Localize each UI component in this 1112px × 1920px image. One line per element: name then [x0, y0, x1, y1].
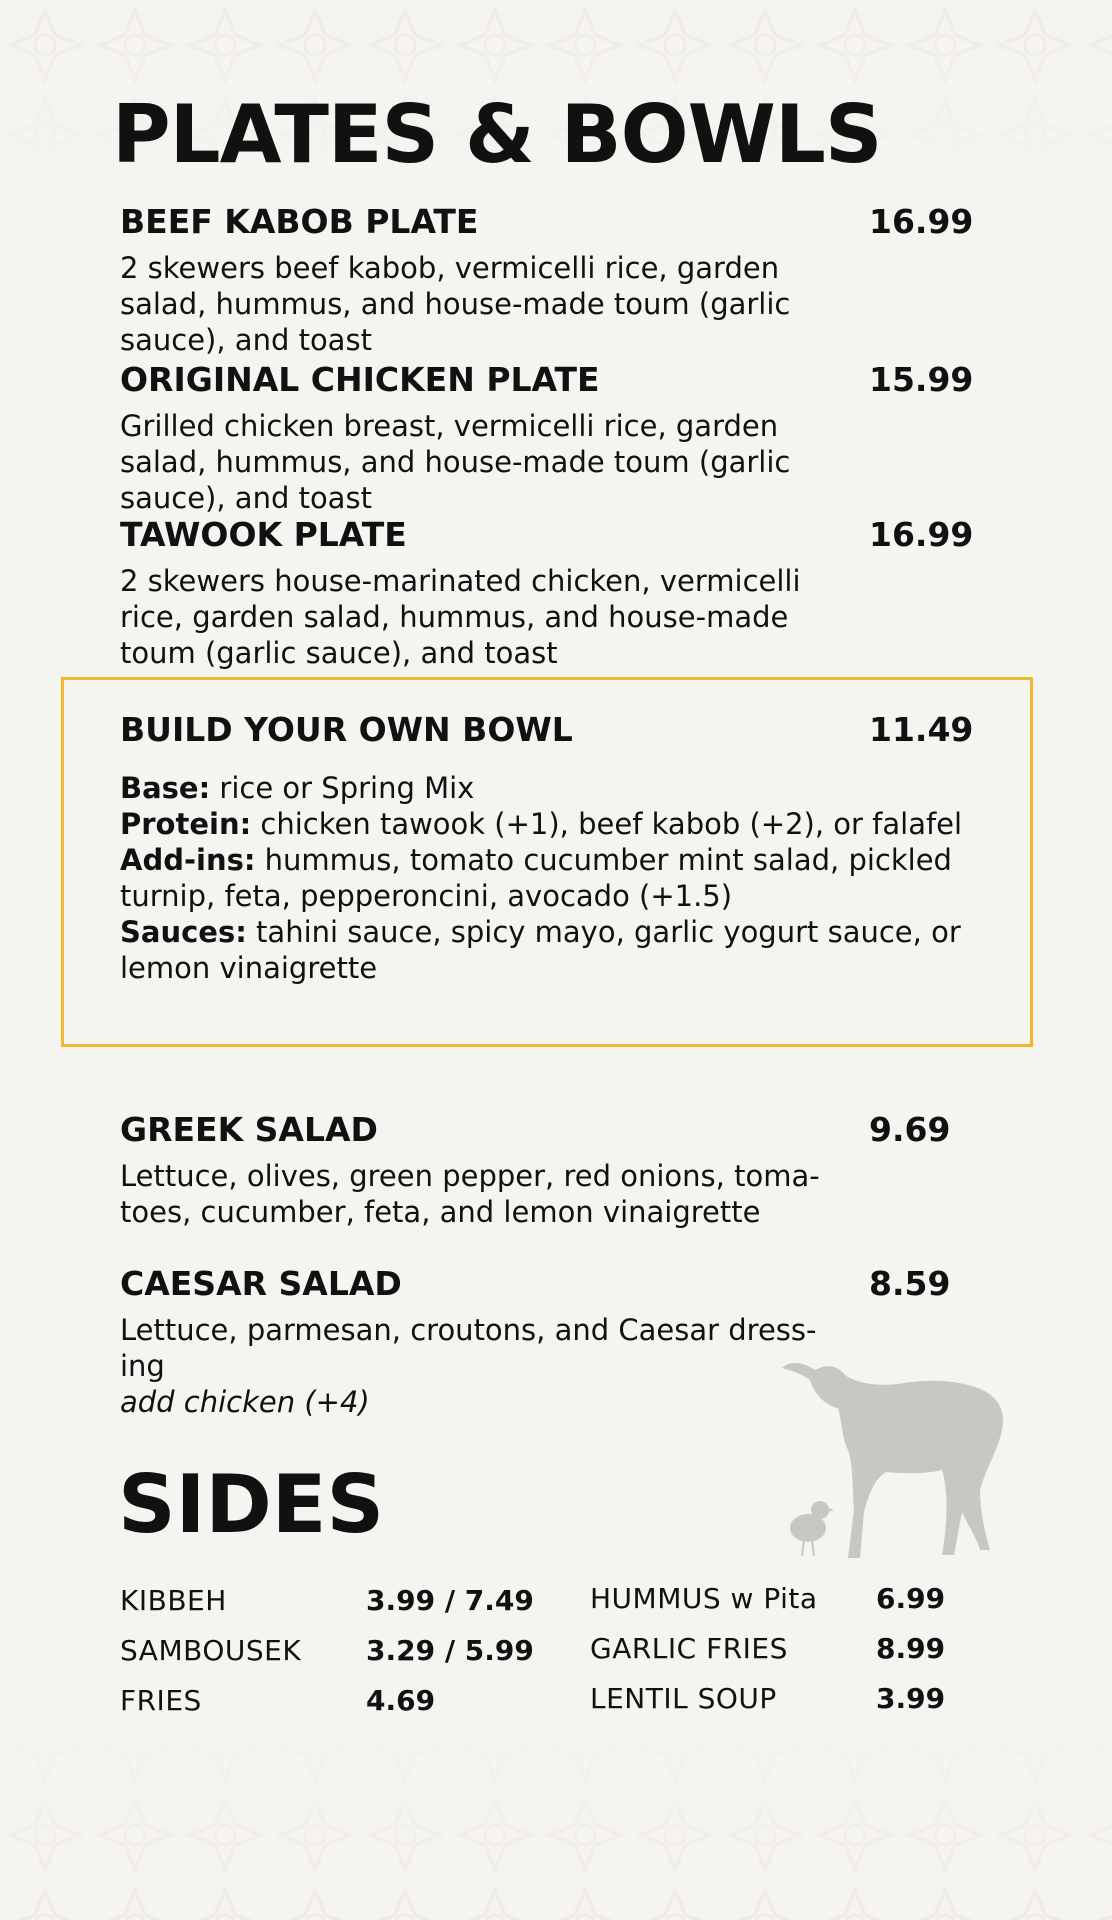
item-price: 8.59 [869, 1264, 951, 1303]
bowl-base-label: Base: [120, 770, 211, 805]
side-name: FRIES [120, 1684, 202, 1717]
section-title-plates-bowls: PLATES & BOWLS [112, 88, 882, 181]
side-name: SAMBOUSEK [120, 1634, 302, 1667]
bowl-sauces-text: tahini sauce, spicy mayo, garlic yogurt sauce, or lemon vinaigrette [120, 914, 961, 985]
side-name: KIBBEH [120, 1584, 227, 1617]
bowl-sauces-label: Sauces: [120, 914, 247, 949]
item-name: GREEK SALAD [120, 1110, 378, 1149]
bowl-sauces-line [120, 914, 980, 986]
bowl-protein-text: chicken tawook (+1), beef kabob (+2), or falafel [251, 806, 963, 841]
section-title-sides: SIDES [118, 1458, 385, 1551]
item-price: 16.99 [869, 515, 974, 554]
menu-item-original-chicken [120, 360, 974, 516]
side-item-kibbeh [120, 1583, 534, 1633]
bowl-addins-label: Add-ins: [120, 842, 256, 877]
item-price: 16.99 [869, 202, 974, 241]
item-name: CAESAR SALAD [120, 1264, 402, 1303]
side-name: HUMMUS w Pita [590, 1582, 818, 1615]
item-name: ORIGINAL CHICKEN PLATE [120, 360, 600, 399]
side-name: GARLIC FRIES [590, 1632, 788, 1665]
menu-item-tawook [120, 515, 974, 671]
side-name: LENTIL SOUP [590, 1682, 777, 1715]
item-description: Lettuce, olives, green pepper, red onions, toma-toes, cucumber, feta, and lemon vinaigrette [120, 1158, 820, 1229]
item-description: 2 skewers beef kabob, vermicelli rice, garden salad, hummus, and house-made toum (garlic sauce), and toast [120, 250, 791, 357]
calf-chick-illustration [780, 1350, 1020, 1565]
side-item-hummus [590, 1581, 945, 1631]
item-description: 2 skewers house-marinated chicken, vermicelli rice, garden salad, hummus, and house-made toum (garlic sauce), and toast [120, 563, 801, 670]
sides-right-column [590, 1581, 945, 1731]
menu-item-greek-salad [120, 1110, 970, 1230]
side-price: 3.99 / 7.49 [366, 1584, 534, 1617]
item-price: 15.99 [869, 360, 974, 399]
side-price: 4.69 [366, 1684, 436, 1717]
item-name: BUILD YOUR OWN BOWL [120, 710, 573, 749]
bowl-options [120, 770, 980, 986]
side-price: 3.99 [876, 1682, 946, 1715]
side-item-garlic-fries [590, 1631, 945, 1681]
item-name: TAWOOK PLATE [120, 515, 407, 554]
side-item-fries [120, 1683, 534, 1733]
item-price: 11.49 [869, 710, 974, 749]
item-price: 9.69 [869, 1110, 951, 1149]
bowl-addins-line [120, 842, 980, 914]
side-item-sambousek [120, 1633, 534, 1683]
menu-item-build-bowl [120, 710, 974, 986]
side-price: 8.99 [876, 1632, 946, 1665]
item-name: BEEF KABOB PLATE [120, 202, 479, 241]
bowl-addins-text: hummus, tomato cucumber mint salad, pickled turnip, feta, pepperoncini, avocado (+1.5) [120, 842, 952, 913]
bowl-base-text: rice or Spring Mix [210, 770, 475, 805]
chick-illustration [790, 1501, 834, 1556]
side-price: 6.99 [876, 1582, 946, 1615]
side-item-lentil-soup [590, 1681, 945, 1731]
bowl-base-line [120, 770, 980, 806]
menu-item-beef-kabob [120, 202, 974, 358]
bowl-protein-label: Protein: [120, 806, 252, 841]
bowl-protein-line [120, 806, 980, 842]
sides-left-column [120, 1583, 534, 1733]
item-description: Grilled chicken breast, vermicelli rice, garden salad, hummus, and house-made toum (garlic sauce), and toast [120, 408, 791, 515]
item-description: Lettuce, parmesan, croutons, and Caesar dress-ing [120, 1312, 817, 1383]
item-addon-note: add chicken (+4) [120, 1384, 370, 1419]
side-price: 3.29 / 5.99 [366, 1634, 534, 1667]
